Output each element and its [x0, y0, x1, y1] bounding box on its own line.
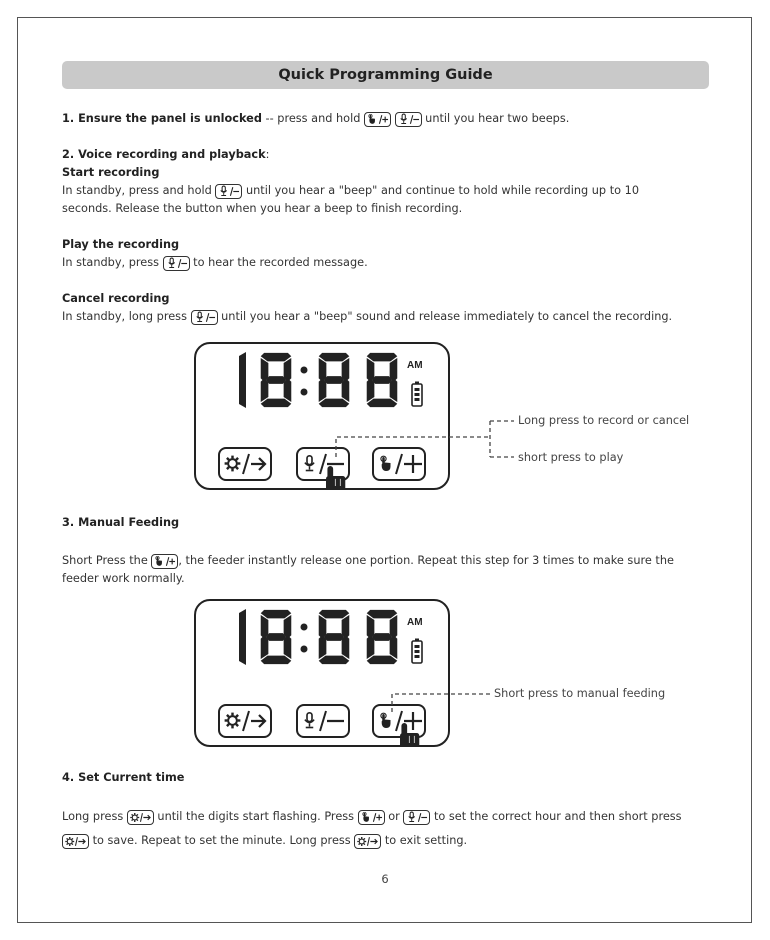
- lcd-display: [194, 599, 450, 747]
- section-2-colon: :: [265, 148, 270, 161]
- section-1-text-b: until you hear two beeps.: [421, 112, 570, 125]
- section-1-heading: 1. Ensure the panel is unlocked: [62, 112, 262, 125]
- voice-key-icon: [191, 310, 218, 325]
- settings-key-icon: [354, 834, 381, 849]
- feed-plus-button[interactable]: [373, 448, 425, 480]
- play-recording-title: Play the recording: [62, 238, 180, 251]
- digit-0: [319, 353, 350, 407]
- digit-8: [367, 610, 398, 664]
- control-panel-feed: [194, 599, 450, 747]
- start-recording-text-a: In standby, press and hold: [62, 184, 216, 197]
- play-recording-text-a: In standby, press: [62, 256, 163, 269]
- settings-button[interactable]: [219, 705, 271, 737]
- digit-1: [239, 609, 246, 665]
- annotation-short-press: short press to play: [518, 451, 624, 464]
- digit-0: [261, 353, 292, 407]
- pointing-hand-icon: [326, 466, 345, 490]
- section-2-heading: 2. Voice recording and playback: [62, 148, 266, 161]
- voice-minus-button[interactable]: [297, 705, 349, 737]
- section-3-line-1: [62, 554, 674, 569]
- cancel-recording-title: Cancel recording: [62, 292, 170, 305]
- section-4-heading: 4. Set Current time: [62, 771, 185, 784]
- cancel-recording-text-b: until you hear a "beep" sound and release immediately to cancel the recording.: [217, 310, 673, 323]
- control-panel-record: [194, 342, 450, 490]
- settings-button[interactable]: [219, 448, 271, 480]
- page-number: 6: [381, 872, 389, 886]
- section-4-text-e: to save. Repeat to set the minute. Long press: [89, 834, 355, 847]
- section-3-heading: 3. Manual Feeding: [62, 516, 180, 529]
- digit-8: [367, 353, 398, 407]
- battery-icon: [412, 382, 422, 407]
- battery-icon: [412, 639, 422, 664]
- annotation-manual-feeding: Short press to manual feeding: [494, 687, 666, 700]
- section-1-text-a: press and hold: [277, 112, 364, 125]
- voice-minus-button[interactable]: [297, 448, 349, 480]
- ampm-indicator: AM: [407, 360, 423, 371]
- digit-0: [261, 610, 292, 664]
- cancel-recording-line: [62, 310, 672, 325]
- section-4-text-f: to exit setting.: [381, 834, 468, 847]
- feed-plus-button[interactable]: [373, 705, 425, 737]
- feed-key-icon: [358, 810, 385, 825]
- start-recording-title: Start recording: [62, 166, 160, 179]
- pointing-hand-icon: [400, 723, 419, 747]
- digit-1: [239, 352, 246, 408]
- section-4-line-1: [62, 810, 682, 825]
- voice-key-icon: [395, 112, 422, 127]
- ampm-indicator: AM: [407, 617, 423, 628]
- settings-key-icon: [62, 834, 89, 849]
- section-4-text-a: Long press: [62, 810, 127, 823]
- section-4-line-2: [62, 834, 467, 849]
- annotation-long-press: Long press to record or cancel: [518, 414, 690, 427]
- section-1-separator: --: [261, 112, 278, 125]
- section-4-text-d: to set the correct hour and then short press: [430, 810, 682, 823]
- play-recording-text-b: to hear the recorded message.: [189, 256, 368, 269]
- section-1-line: [62, 112, 569, 127]
- voice-key-icon: [215, 184, 242, 199]
- section-3-text-a: Short Press the: [62, 554, 152, 567]
- voice-key-icon: [163, 256, 190, 271]
- cancel-recording-text-a: In standby, long press: [62, 310, 191, 323]
- section-2-heading-line: [62, 148, 269, 162]
- start-recording-text-b: until you hear a "beep" and continue to hold while recording up to 10: [242, 184, 640, 197]
- section-3-text-b: , the feeder instantly release one portion. Repeat this step for 3 times to make sure the: [178, 554, 674, 567]
- voice-key-icon: [403, 810, 430, 825]
- section-4-text-c: or: [384, 810, 404, 823]
- start-recording-line-2: seconds. Release the button when you hear a beep to finish recording.: [62, 202, 463, 215]
- start-recording-line-1: [62, 184, 639, 199]
- section-3-line-2: feeder work normally.: [62, 572, 185, 585]
- digit-0: [319, 610, 350, 664]
- feed-key-icon: [151, 554, 178, 569]
- section-4-text-b: until the digits start flashing. Press: [153, 810, 358, 823]
- page-title: Quick Programming Guide: [62, 61, 709, 89]
- lcd-display: [194, 342, 450, 490]
- play-recording-line: [62, 256, 368, 271]
- feed-key-icon: [364, 112, 391, 127]
- settings-key-icon: [127, 810, 154, 825]
